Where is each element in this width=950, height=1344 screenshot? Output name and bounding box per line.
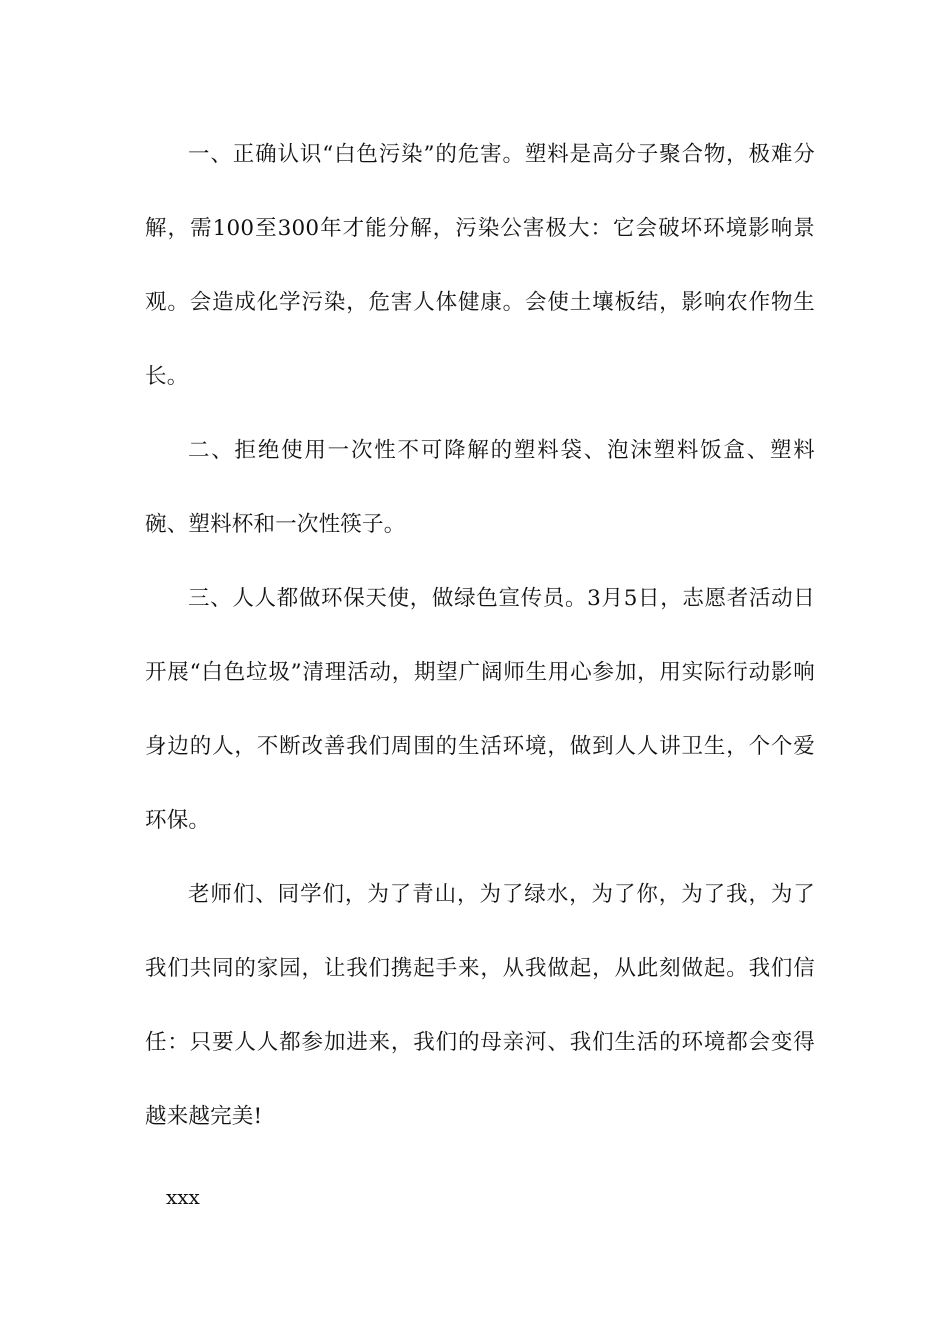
paragraph-refuse-plastic: 二、拒绝使用一次性不可降解的塑料袋、泡沫塑料饭盒、塑料碗、塑料杯和一次性筷子。 bbox=[145, 438, 815, 537]
paragraph-eco-ambassador: 三、人人都做环保天使，做绿色宣传员。3月5日，志愿者活动日开展“白色垃圾”清理活动，期望广阔师生用心参加，用实际行动影响身边的人，不断改善我们周围的生活环境，做到人人讲卫生，个个爱环保。 bbox=[145, 586, 815, 833]
signature: xxx bbox=[166, 1185, 200, 1209]
document-body bbox=[145, 118, 815, 1154]
paragraph-closing: 老师们、同学们，为了青山，为了绿水，为了你，为了我，为了我们共同的家园，让我们携起手来，从我做起，从此刻做起。我们信任：只要人人都参加进来，我们的母亲河、我们生活的环境都会变得越来越完美! bbox=[145, 882, 815, 1129]
paragraph-harm: 一、正确认识“白色污染”的危害。塑料是高分子聚合物，极难分解，需100至300年才能分解，污染公害极大：它会破坏环境影响景观。会造成化学污染，危害人体健康。会使土壤板结，影响农作物生长。 bbox=[145, 142, 815, 389]
